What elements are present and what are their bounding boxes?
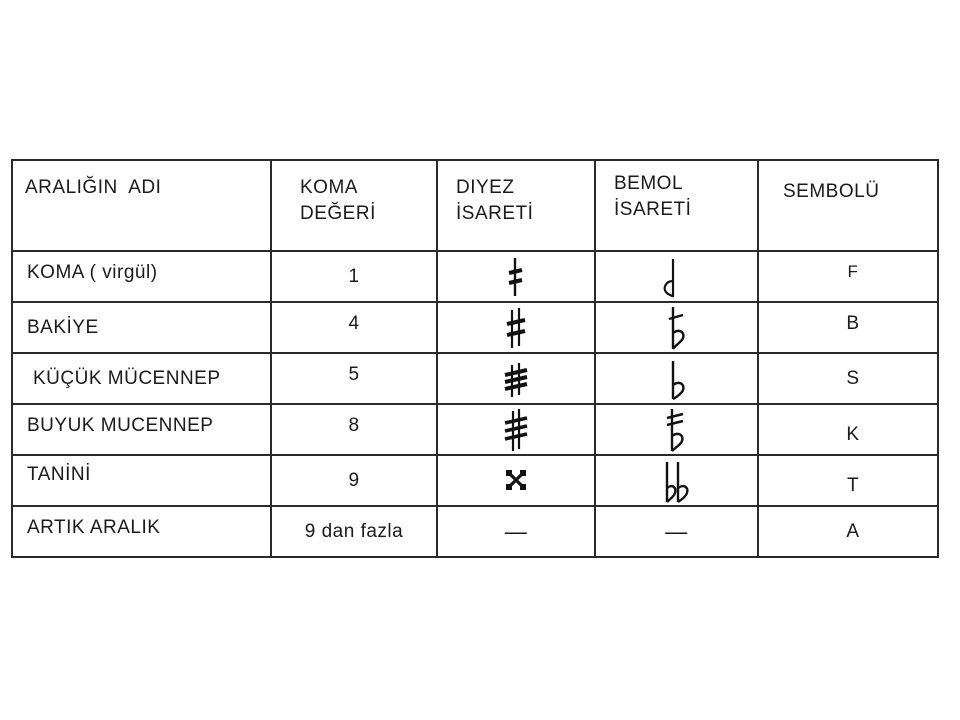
bemol-sign-cell: [595, 353, 758, 404]
header-symbol: [758, 160, 938, 251]
header-koma-line2: DEĞERİ: [300, 203, 376, 224]
kucuk-mucennep-bemol-icon: [667, 357, 687, 401]
koma-value: 4: [271, 302, 437, 353]
table-row: [12, 455, 938, 506]
table-row: [12, 302, 938, 353]
bemol-dash: —: [665, 518, 688, 544]
interval-name: TANİNİ: [12, 455, 271, 506]
header-diyez-sign: [437, 160, 595, 251]
table-row: [12, 251, 938, 302]
diyez-sign-cell: [437, 251, 595, 302]
header-koma-value: [271, 160, 437, 251]
header-bemol-line2: İSARETİ: [614, 199, 692, 220]
diyez-sign-cell: [437, 506, 595, 557]
tanini-bemol-icon: [662, 458, 692, 504]
koma-value: 1: [271, 251, 437, 302]
bemol-sign-cell: [595, 506, 758, 557]
koma-value: 9: [271, 455, 437, 506]
header-diyez-line1: DIYEZ: [456, 177, 515, 198]
header-koma-line1: KOMA: [300, 177, 358, 198]
symbol-value: T: [758, 455, 938, 506]
bemol-sign-cell: [595, 302, 758, 353]
diyez-dash: —: [504, 518, 528, 544]
diyez-sign-cell: [437, 404, 595, 455]
buyuk-mucennep-diyez-icon: [503, 407, 529, 453]
table-row: [12, 404, 938, 455]
header-bemol-line1: BEMOL: [614, 173, 684, 194]
bakiye-bemol-icon: [666, 305, 688, 351]
table-header-row: [12, 160, 938, 251]
bemol-sign-cell: [595, 251, 758, 302]
tanini-diyez-icon: [505, 469, 527, 491]
interval-table: [11, 159, 939, 558]
koma-value: 8: [271, 404, 437, 455]
diyez-sign-cell: [437, 302, 595, 353]
symbol-value: S: [758, 353, 938, 404]
koma-value: 9 dan fazla: [271, 506, 437, 557]
interval-name: KÜÇÜK MÜCENNEP: [12, 353, 271, 404]
symbol-value: F: [758, 251, 938, 302]
symbol-value: A: [758, 506, 938, 557]
interval-name: KOMA ( virgül): [12, 251, 271, 302]
bemol-sign-cell: [595, 404, 758, 455]
buyuk-mucennep-bemol-icon: [665, 407, 689, 453]
bemol-sign-cell: [595, 455, 758, 506]
header-diyez-line2: İSARETİ: [456, 203, 534, 224]
header-interval-name-text: ARALIĞIN ADI: [25, 177, 162, 198]
table-row: [12, 506, 938, 557]
symbol-value: K: [758, 404, 938, 455]
koma-bemol-icon: [660, 255, 680, 299]
header-symbol-text: SEMBOLÜ: [783, 181, 880, 202]
interval-name: BAKİYE: [12, 302, 271, 353]
table-row: [12, 353, 938, 404]
koma-value: 5: [271, 353, 437, 404]
kucuk-mucennep-diyez-icon: [503, 357, 529, 401]
koma-diyez-icon: [506, 255, 526, 299]
symbol-value: B: [758, 302, 938, 353]
interval-name: BUYUK MUCENNEP: [12, 404, 271, 455]
diyez-sign-cell: [437, 353, 595, 404]
header-interval-name: [12, 160, 271, 251]
header-bemol-sign: [595, 160, 758, 251]
interval-name: ARTIK ARALIK: [12, 506, 271, 557]
bakiye-diyez-icon: [505, 306, 527, 350]
diyez-sign-cell: [437, 455, 595, 506]
